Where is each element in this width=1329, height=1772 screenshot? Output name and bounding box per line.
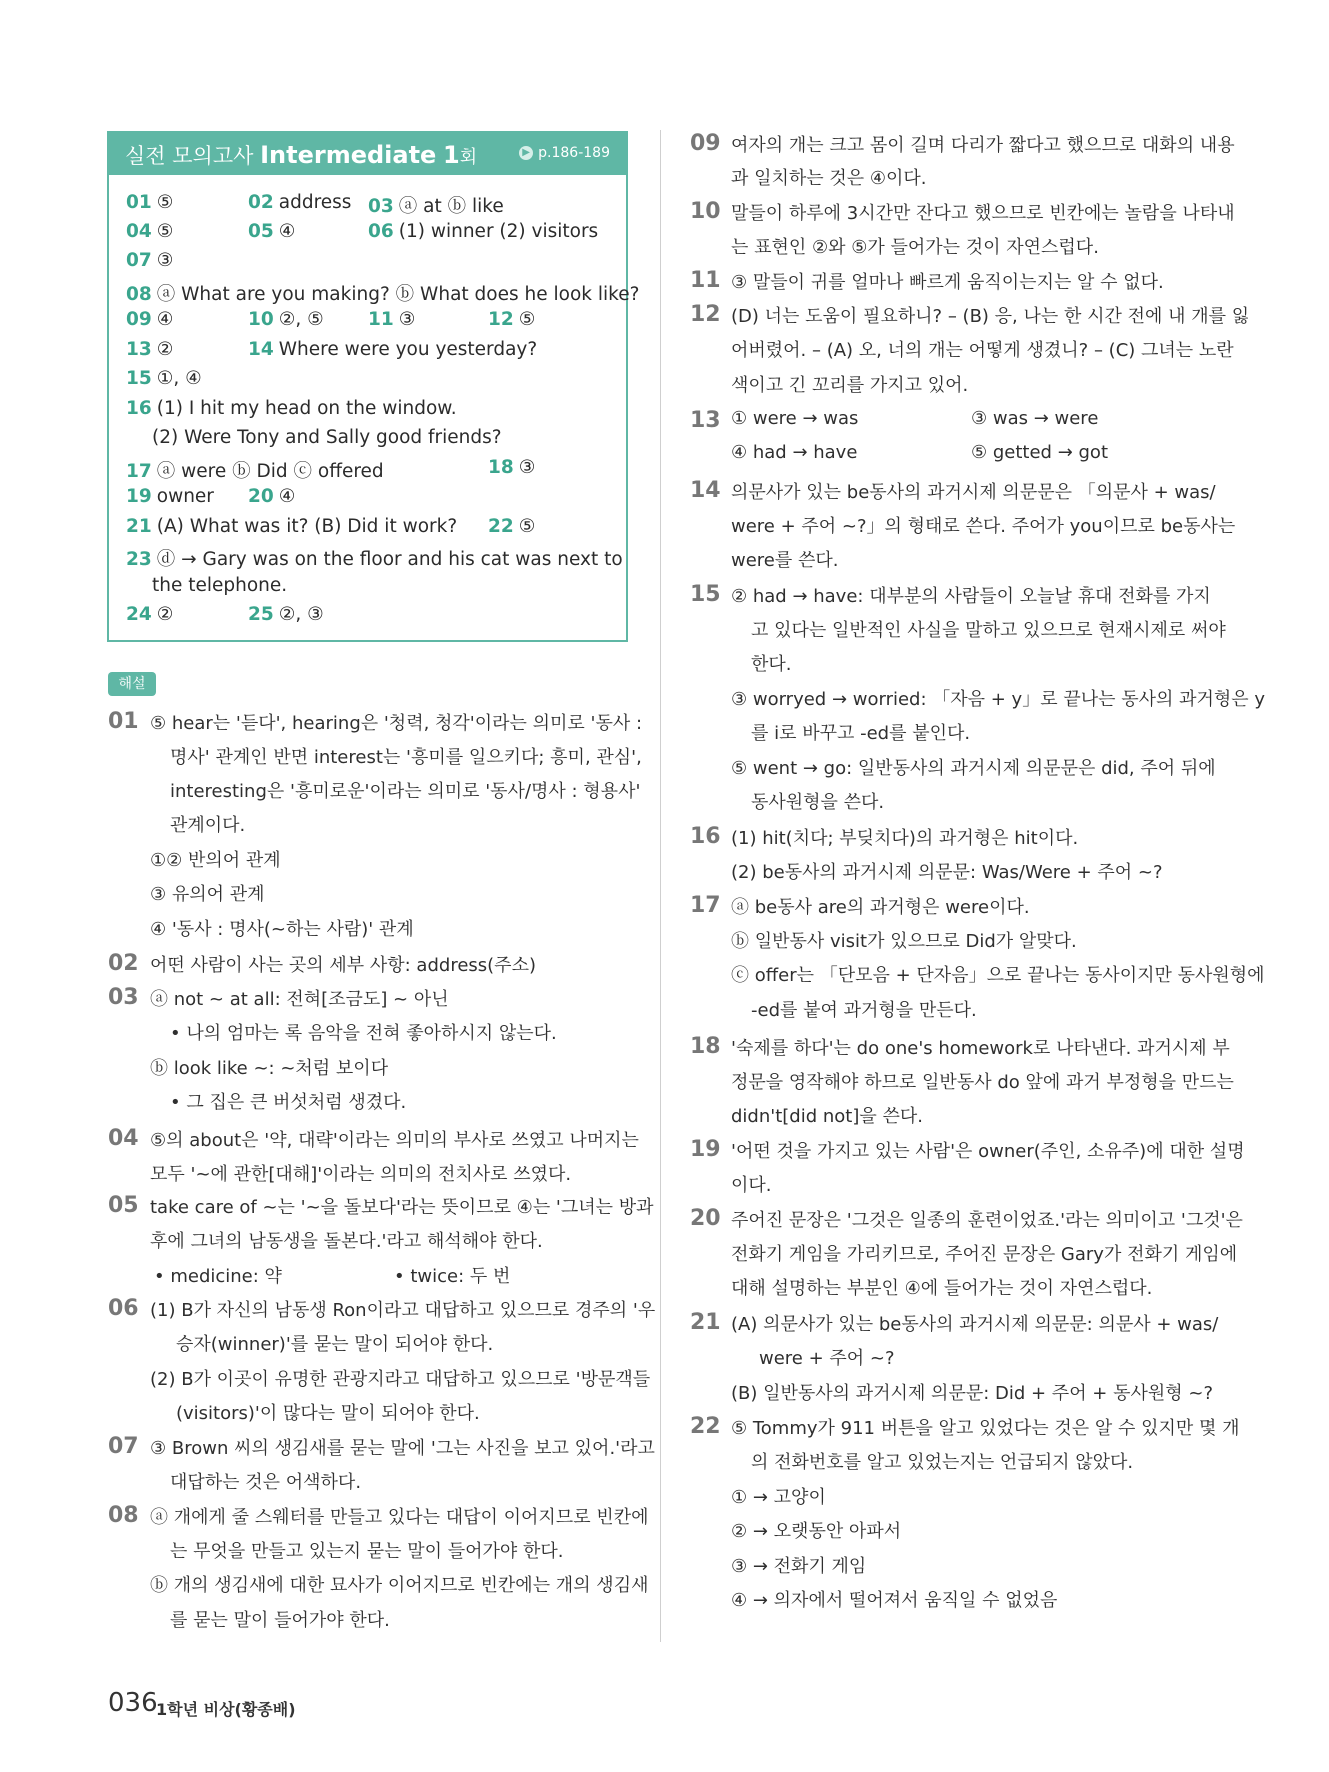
explanation-line: 관계이다. <box>170 815 246 836</box>
answer-item: 20 ④ <box>248 486 296 507</box>
question-number: 12 <box>690 302 721 327</box>
box-title-main: 실전 모의고사 <box>125 144 254 168</box>
explanation-line: 어떤 사람이 사는 곳의 세부 사항: address(주소) <box>150 955 536 976</box>
explanation-line: ① → 고양이 <box>731 1487 826 1508</box>
question-number: 16 <box>690 824 721 849</box>
explanation-line: 명사' 관계인 반면 interest는 '흥미를 일으키다; 흥미, 관심', <box>170 747 642 768</box>
explanation-line: ② had → have: 대부분의 사람들이 오늘날 휴대 전화를 가지 <box>731 586 1211 607</box>
answer-item: 08 ⓐ What are you making? ⓑ What does he look like? <box>126 284 640 305</box>
answer-item: 14 Where were you yesterday? <box>248 339 538 360</box>
explanation-line: didn't[did not]을 쓴다. <box>731 1106 923 1127</box>
answer-item: 02 address <box>248 192 352 213</box>
arrow-right-icon: ▶ <box>519 146 533 160</box>
explanation-line: (2) B가 이곳이 유명한 관광지라고 대답하고 있으므로 '방문객들 <box>150 1369 651 1390</box>
answer-item: 21 (A) What was it? (B) Did it work? <box>126 516 458 537</box>
question-number: 15 <box>690 582 721 607</box>
explanation-line: ⑤의 about은 '약, 대략'이라는 의미의 부사로 쓰였고 나머지는 <box>150 1130 639 1151</box>
explanation-line: 한다. <box>751 654 792 675</box>
question-number: 09 <box>690 131 721 156</box>
question-number: 11 <box>690 268 721 293</box>
question-number: 20 <box>690 1206 721 1231</box>
box-title-level: Intermediate <box>260 141 437 169</box>
explanation-line: • 그 집은 큰 버섯처럼 생겼다. <box>170 1092 407 1113</box>
explanation-line: '숙제를 하다'는 do one's homework로 나타낸다. 과거시제 부 <box>731 1038 1230 1059</box>
explanation-line: -ed를 붙여 과거형을 만든다. <box>751 1000 977 1021</box>
explanation-label: 해설 <box>108 672 156 696</box>
explanation-line: (2) be동사의 과거시제 의문문: Was/Were + 주어 ~? <box>731 862 1163 883</box>
answer-item: 24 ② <box>126 604 174 625</box>
explanation-line: 대답하는 것은 어색하다. <box>170 1472 362 1493</box>
answer-item: 15 ①, ④ <box>126 368 202 389</box>
explanation-line: ③ → 전화기 게임 <box>731 1556 867 1577</box>
explanation-line: ② → 오랫동안 아파서 <box>731 1521 902 1542</box>
answer-item: 13 ② <box>126 339 174 360</box>
explanation-line: 승자(winner)'를 묻는 말이 되어야 한다. <box>176 1334 494 1355</box>
explanation-line: 어버렸어. – (A) 오, 너의 개는 어떻게 생겼니? – (C) 그녀는 노란 <box>731 340 1234 361</box>
explanation-line: ③ worryed → worried: 「자음 + y」로 끝나는 동사의 과거형은 y <box>731 689 1266 710</box>
explanation-line: 의문사가 있는 be동사의 과거시제 의문문은 「의문사 + was/ <box>731 482 1216 503</box>
explanation-line: ⓐ be동사 are의 과거형은 were이다. <box>731 897 1030 918</box>
explanation-line: '어떤 것을 가지고 있는 사람'은 owner(주인, 소유주)에 대한 설명 <box>731 1141 1245 1162</box>
answer-item: 22 ⑤ <box>488 516 536 537</box>
explanation-line: 의 전화번호를 알고 있었는지는 언급되지 않았다. <box>751 1452 1134 1473</box>
question-number: 06 <box>108 1296 139 1321</box>
explanation-line: (1) hit(치다; 부딪치다)의 과거형은 hit이다. <box>731 828 1079 849</box>
answer-item: 05 ④ <box>248 221 296 242</box>
answer-item: 11 ③ <box>368 309 416 330</box>
answer-item: 01 ⑤ <box>126 192 174 213</box>
answer-item: 04 ⑤ <box>126 221 174 242</box>
explanation-line: ④ had → have <box>731 442 858 463</box>
answer-item: 10 ②, ⑤ <box>248 309 324 330</box>
explanation-line: were + 주어 ~? <box>759 1348 895 1369</box>
explanation-line: 동사원형을 쓴다. <box>751 792 885 813</box>
explanation-line: 는 표현인 ②와 ⑤가 들어가는 것이 자연스럽다. <box>731 237 1099 258</box>
question-number: 14 <box>690 478 721 503</box>
column-divider <box>660 130 661 1642</box>
explanation-line: ⑤ went → go: 일반동사의 과거시제 의문문은 did, 주어 뒤에 <box>731 758 1216 779</box>
explanation-line: ⓐ 개에게 줄 스웨터를 만들고 있다는 대답이 이어지므로 빈칸에 <box>150 1507 649 1528</box>
explanation-line: • 나의 엄마는 록 음악을 전혀 좋아하시지 않는다. <box>170 1023 557 1044</box>
question-number: 21 <box>690 1310 721 1335</box>
question-number: 17 <box>690 893 721 918</box>
explanation-line: 전화기 게임을 가리키므로, 주어진 문장은 Gary가 전화기 게임에 <box>731 1244 1238 1265</box>
box-title-suffix: 회 <box>459 147 478 168</box>
explanation-line: 후에 그녀의 남동생을 돌본다.'라고 해석해야 한다. <box>150 1231 543 1252</box>
explanation-line: ①② 반의어 관계 <box>150 850 281 871</box>
explanation-line: • twice: 두 번 <box>394 1266 511 1287</box>
explanation-line: ⓒ offer는 「단모음 + 단자음」으로 끝나는 동사이지만 동사원형에 <box>731 965 1265 986</box>
question-number: 13 <box>690 408 721 433</box>
explanation-line: ③ 말들이 귀를 얼마나 빠르게 움직이는지는 알 수 없다. <box>731 272 1164 293</box>
answer-item: 07 ③ <box>126 250 174 271</box>
question-number: 04 <box>108 1126 139 1151</box>
answer-item: the telephone. <box>152 575 288 596</box>
answer-item: 03 ⓐ at ⓑ like <box>368 196 504 217</box>
explanation-line: ① were → was <box>731 408 859 429</box>
explanation-line: ④ → 의자에서 떨어져서 움직일 수 없었음 <box>731 1590 1058 1611</box>
explanation-line: ③ was → were <box>971 408 1099 429</box>
explanation-line: 를 i로 바꾸고 -ed를 붙인다. <box>751 723 971 744</box>
explanation-line: 색이고 긴 꼬리를 가지고 있어. <box>731 375 969 396</box>
question-number: 22 <box>690 1414 721 1439</box>
explanation-line: ⓑ look like ~: ~처럼 보이다 <box>150 1058 389 1079</box>
book-title: 1학년 비상(황종배) <box>156 1700 296 1719</box>
explanation-line: 정문을 영작해야 하므로 일반동사 do 앞에 과거 부정형을 만드는 <box>731 1072 1234 1093</box>
explanation-line: (B) 일반동사의 과거시제 의문문: Did + 주어 + 동사원형 ~? <box>731 1383 1214 1404</box>
explanation-line: 고 있다는 일반적인 사실을 말하고 있으므로 현재시제로 써야 <box>751 620 1226 641</box>
explanation-line: interesting은 '흥미로운'이라는 의미로 '동사/명사 : 형용사' <box>170 781 641 802</box>
answer-item: 23 ⓓ → Gary was on the floor and his cat was next to <box>126 549 623 570</box>
question-number: 03 <box>108 985 139 1010</box>
explanation-line: ③ Brown 씨의 생김새를 묻는 말에 '그는 사진을 보고 있어.'라고 <box>150 1438 655 1459</box>
question-number: 18 <box>690 1034 721 1059</box>
explanation-line: ⓐ not ~ at all: 전혀[조금도] ~ 아닌 <box>150 989 449 1010</box>
explanation-line: ⓑ 개의 생김새에 대한 묘사가 이어지므로 빈칸에는 개의 생김새 <box>150 1575 649 1596</box>
explanation-line: ⓑ 일반동사 visit가 있으므로 Did가 알맞다. <box>731 931 1077 952</box>
explanation-line: ⑤ hear는 '듣다', hearing은 '청력, 청각'이라는 의미로 '동사 : <box>150 713 643 734</box>
question-number: 01 <box>108 709 139 734</box>
answer-item: 18 ③ <box>488 457 536 478</box>
explanation-line: (1) B가 자신의 남동생 Ron이라고 대답하고 있으므로 경주의 '우 <box>150 1300 656 1321</box>
answer-item: 12 ⑤ <box>488 309 536 330</box>
explanation-line: • medicine: 약 <box>154 1266 282 1287</box>
answer-item: 25 ②, ③ <box>248 604 324 625</box>
explanation-line: 주어진 문장은 '그것은 일종의 훈련이었죠.'라는 의미이고 '그것'은 <box>731 1210 1243 1231</box>
explanation-line: (visitors)'이 많다는 말이 되어야 한다. <box>176 1403 480 1424</box>
explanation-line: (D) 너는 도움이 필요하니? – (B) 응, 나는 한 시간 전에 내 개를 잃 <box>731 306 1250 327</box>
answer-item: 16 (1) I hit my head on the window. <box>126 398 457 419</box>
explanation-line: 이다. <box>731 1175 772 1196</box>
answer-item: 06 (1) winner (2) visitors <box>368 221 599 242</box>
answer-item: 17 ⓐ were ⓑ Did ⓒ offered <box>126 461 384 482</box>
box-title-number: 1 <box>443 141 460 169</box>
question-number: 07 <box>108 1434 139 1459</box>
explanation-line: 를 묻는 말이 들어가야 한다. <box>170 1610 390 1631</box>
answer-item: (2) Were Tony and Sally good friends? <box>152 427 502 448</box>
explanation-line: were를 쓴다. <box>731 550 839 571</box>
explanation-line: 는 무엇을 만들고 있는지 묻는 말이 들어가야 한다. <box>170 1541 564 1562</box>
question-number: 02 <box>108 951 139 976</box>
question-number: 19 <box>690 1137 721 1162</box>
explanation-line: were + 주어 ~?」의 형태로 쓴다. 주어가 you이므로 be동사는 <box>731 516 1236 537</box>
question-number: 10 <box>690 199 721 224</box>
explanation-line: 모두 '~에 관한[대해]'이라는 의미의 전치사로 쓰였다. <box>150 1164 572 1185</box>
page-number: 036 <box>108 1688 158 1718</box>
explanation-line: ③ 유의어 관계 <box>150 884 265 905</box>
explanation-line: 여자의 개는 크고 몸이 길며 다리가 짧다고 했으므로 대화의 내용 <box>731 135 1235 156</box>
explanation-line: 대해 설명하는 부분인 ④에 들어가는 것이 자연스럽다. <box>731 1278 1153 1299</box>
explanation-line: ⑤ getted → got <box>971 442 1108 463</box>
explanation-line: take care of ~는 '~을 돌보다'라는 뜻이므로 ④는 '그녀는 방과 <box>150 1197 654 1218</box>
answer-item: 19 owner <box>126 486 214 507</box>
explanation-line: (A) 의문사가 있는 be동사의 과거시제 의문문: 의문사 + was/ <box>731 1314 1219 1335</box>
answer-item: 09 ④ <box>126 309 174 330</box>
page-range: p.186-189 <box>538 145 610 161</box>
explanation-line: ④ '동사 : 명사(~하는 사람)' 관계 <box>150 919 414 940</box>
page-reference <box>519 145 610 161</box>
box-title <box>125 140 477 170</box>
question-number: 08 <box>108 1503 139 1528</box>
explanation-line: 말들이 하루에 3시간만 잔다고 했으므로 빈칸에는 놀람을 나타내 <box>731 203 1235 224</box>
explanation-line: 과 일치하는 것은 ④이다. <box>731 168 927 189</box>
answer-key-header <box>109 133 626 175</box>
question-number: 05 <box>108 1193 139 1218</box>
explanation-line: ⑤ Tommy가 911 버튼을 알고 있었다는 것은 알 수 있지만 몇 개 <box>731 1418 1240 1439</box>
